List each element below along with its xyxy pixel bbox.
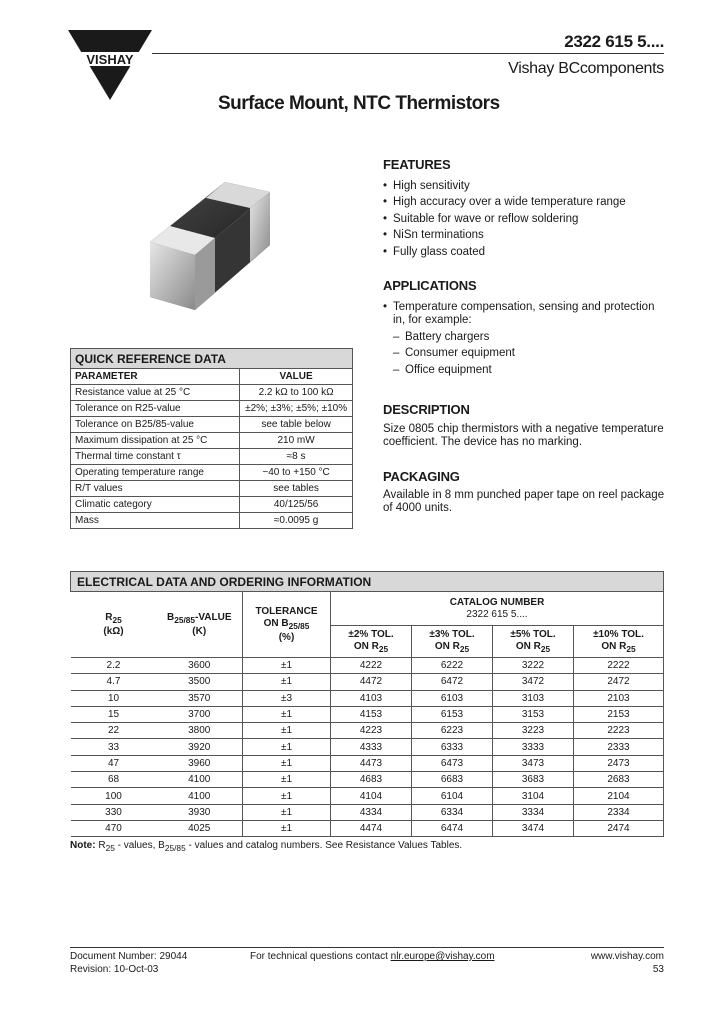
list-item: • High sensitivity — [383, 178, 668, 195]
col-tol-10: ±10% TOL. ON $R_{25}$ — [574, 626, 664, 658]
table-cell: 4104 — [331, 788, 412, 804]
list-item: • NiSn terminations — [383, 227, 668, 244]
table-cell: 3222 — [493, 658, 574, 674]
param-cell: Tolerance on B25/85-value — [71, 417, 240, 433]
param-cell: Resistance value at 25 °C — [71, 385, 240, 401]
value-cell: ±2%; ±3%; ±5%; ±10% — [240, 401, 353, 417]
electrical-data-table — [70, 571, 664, 837]
table-row — [71, 755, 664, 771]
param-cell: Maximum dissipation at 25 °C — [71, 433, 240, 449]
table-cell: 2222 — [574, 658, 664, 674]
table-cell: 3153 — [493, 706, 574, 722]
table-cell: 100 — [71, 788, 157, 804]
website-link[interactable]: www.vishay.com — [590, 951, 664, 962]
table-cell: 3473 — [493, 755, 574, 771]
list-item: – Office equipment — [393, 362, 668, 379]
param-cell: R/T values — [71, 481, 240, 497]
table-row — [71, 739, 664, 755]
features-section — [383, 157, 668, 260]
table-cell: 6473 — [412, 755, 493, 771]
revision: Revision: 10-Oct-03 — [70, 964, 159, 975]
quick-reference-table — [70, 348, 353, 529]
description-heading: DESCRIPTION — [383, 402, 470, 417]
table-cell: 6103 — [412, 690, 493, 706]
table-cell: 6104 — [412, 788, 493, 804]
table-row — [71, 513, 353, 529]
table-row — [71, 481, 353, 497]
table-cell: 3570 — [157, 690, 243, 706]
table-cell: ±1 — [243, 755, 331, 771]
table-cell: 2103 — [574, 690, 664, 706]
table-cell: 47 — [71, 755, 157, 771]
table-cell: 3333 — [493, 739, 574, 755]
applications-examples — [383, 329, 668, 379]
table-cell: 2474 — [574, 820, 664, 836]
chip-thermistor-image — [130, 170, 280, 320]
table-cell: 4683 — [331, 772, 412, 788]
table-cell: 6223 — [412, 723, 493, 739]
table-cell: 4334 — [331, 804, 412, 820]
table-cell: 3920 — [157, 739, 243, 755]
electrical-data-title: ELECTRICAL DATA AND ORDERING INFORMATION — [71, 572, 664, 592]
features-heading: FEATURES — [383, 157, 451, 172]
list-item: • Temperature compensation, sensing and protection in, for example: — [383, 299, 668, 327]
col-r25: $R_{25}$ (kΩ) — [71, 592, 157, 658]
table-cell: ±1 — [243, 658, 331, 674]
table-cell: 10 — [71, 690, 157, 706]
table-cell: 2104 — [574, 788, 664, 804]
value-cell: −40 to +150 °C — [240, 465, 353, 481]
table-cell: ±1 — [243, 788, 331, 804]
table-cell: 3500 — [157, 674, 243, 690]
table-cell: 33 — [71, 739, 157, 755]
footer-doc-info — [70, 950, 187, 976]
applications-section — [383, 278, 668, 378]
table-cell: 3223 — [493, 723, 574, 739]
header-rule — [152, 53, 664, 54]
document-title: Surface Mount, NTC Thermistors — [218, 93, 500, 114]
table-cell: 6472 — [412, 674, 493, 690]
table-cell: 2473 — [574, 755, 664, 771]
value-cell: see table below — [240, 417, 353, 433]
table-cell: 3930 — [157, 804, 243, 820]
table-cell: ±1 — [243, 804, 331, 820]
table-cell: ±1 — [243, 723, 331, 739]
quick-reference-title: QUICK REFERENCE DATA — [71, 349, 353, 369]
packaging-section — [383, 469, 668, 516]
table-cell: 6153 — [412, 706, 493, 722]
col-tolerance: TOLERANCE ON $B_{25/85}$ (%) — [243, 592, 331, 658]
table-note: Note: $R_{25}$ - values, $B_{25/85}$ - values and catalog numbers. See Resistance Values Tables. — [70, 840, 463, 853]
table-cell: 4474 — [331, 820, 412, 836]
contact-email-link[interactable]: nlr.europe@vishay.com — [390, 951, 495, 962]
table-cell: 3600 — [157, 658, 243, 674]
table-cell: ±1 — [243, 739, 331, 755]
col-value: VALUE — [240, 369, 353, 385]
table-cell: ±1 — [243, 772, 331, 788]
table-row — [71, 433, 353, 449]
table-cell: 4025 — [157, 820, 243, 836]
table-row — [71, 674, 664, 690]
table-cell: 6683 — [412, 772, 493, 788]
features-list — [383, 178, 668, 261]
table-cell: 6334 — [412, 804, 493, 820]
param-cell: Mass — [71, 513, 240, 529]
table-row — [71, 772, 664, 788]
list-item: – Consumer equipment — [393, 345, 668, 362]
table-cell: 330 — [71, 804, 157, 820]
table-cell: 3474 — [493, 820, 574, 836]
contact-lead: For technical questions contact — [250, 951, 391, 962]
table-cell: 3104 — [493, 788, 574, 804]
table-cell: 2333 — [574, 739, 664, 755]
param-cell: Climatic category — [71, 497, 240, 513]
list-item: – Battery chargers — [393, 329, 668, 346]
document-number: Document Number: 29044 — [70, 951, 188, 962]
table-cell: 4472 — [331, 674, 412, 690]
table-cell: 3683 — [493, 772, 574, 788]
table-cell: 2153 — [574, 706, 664, 722]
logo-text: VISHAY — [86, 52, 134, 67]
table-row — [71, 706, 664, 722]
table-cell: ±3 — [243, 690, 331, 706]
table-cell: 4100 — [157, 788, 243, 804]
table-cell: 2223 — [574, 723, 664, 739]
table-row — [71, 804, 664, 820]
param-cell: Thermal time constant τ — [71, 449, 240, 465]
table-row — [71, 658, 664, 674]
vishay-logo — [68, 30, 152, 100]
col-tol-5: ±5% TOL. ON $R_{25}$ — [493, 626, 574, 658]
col-tol-2: ±2% TOL. ON $R_{25}$ — [331, 626, 412, 658]
packaging-heading: PACKAGING — [383, 468, 460, 484]
table-cell: 3103 — [493, 690, 574, 706]
table-cell: 3700 — [157, 706, 243, 722]
value-cell: ≈8 s — [240, 449, 353, 465]
description-section — [383, 402, 668, 449]
packaging-text: Available in 8 mm punched paper tape on reel package of 4000 units. — [383, 489, 665, 514]
table-row — [71, 417, 353, 433]
table-row — [71, 449, 353, 465]
electrical-data-body — [71, 658, 664, 837]
table-cell: 4.7 — [71, 674, 157, 690]
table-cell: 2334 — [574, 804, 664, 820]
list-item: • High accuracy over a wide temperature range — [383, 194, 668, 211]
table-row — [71, 788, 664, 804]
applications-list — [383, 299, 668, 327]
table-cell: 3800 — [157, 723, 243, 739]
table-cell: 4222 — [331, 658, 412, 674]
table-cell: 3960 — [157, 755, 243, 771]
col-b-value: $B_{25/85}$-VALUE (K) — [157, 592, 243, 658]
table-cell: 4100 — [157, 772, 243, 788]
table-cell: 22 — [71, 723, 157, 739]
table-cell: ±1 — [243, 706, 331, 722]
list-item: • Suitable for wave or reflow soldering — [383, 211, 668, 228]
footer-rule — [70, 947, 664, 948]
value-cell: see tables — [240, 481, 353, 497]
param-cell: Operating temperature range — [71, 465, 240, 481]
table-cell: ±1 — [243, 674, 331, 690]
table-row — [71, 401, 353, 417]
part-number: 2322 615 5.... — [564, 32, 664, 51]
table-row — [71, 385, 353, 401]
table-cell: 4103 — [331, 690, 412, 706]
table-row — [71, 497, 353, 513]
table-cell: 470 — [71, 820, 157, 836]
table-cell: 4223 — [331, 723, 412, 739]
table-cell: 3334 — [493, 804, 574, 820]
table-cell: 2.2 — [71, 658, 157, 674]
footer-site-info — [591, 950, 664, 976]
table-cell: 2472 — [574, 674, 664, 690]
col-parameter: PARAMETER — [71, 369, 240, 385]
table-cell: ±1 — [243, 820, 331, 836]
table-cell: 3472 — [493, 674, 574, 690]
footer-contact — [250, 950, 495, 963]
table-row — [71, 690, 664, 706]
applications-heading: APPLICATIONS — [383, 278, 477, 293]
param-cell: Tolerance on R25-value — [71, 401, 240, 417]
table-cell: 4153 — [331, 706, 412, 722]
right-column — [383, 157, 668, 515]
list-item: • Fully glass coated — [383, 244, 668, 261]
table-cell: 2683 — [574, 772, 664, 788]
value-cell: 40/125/56 — [240, 497, 353, 513]
description-text: Size 0805 chip thermistors with a negative temperature coefficient. The device has no marking. — [383, 422, 664, 448]
col-tol-3: ±3% TOL. ON $R_{25}$ — [412, 626, 493, 658]
table-cell: 68 — [71, 772, 157, 788]
table-row — [71, 820, 664, 836]
table-cell: 4473 — [331, 755, 412, 771]
col-catalog-number: CATALOG NUMBER 2322 615 5.... — [331, 592, 664, 626]
page-number: 53 — [652, 964, 664, 975]
table-cell: 4333 — [331, 739, 412, 755]
table-cell: 6474 — [412, 820, 493, 836]
value-cell: ≈0.0095 g — [240, 513, 353, 529]
table-cell: 6222 — [412, 658, 493, 674]
table-cell: 6333 — [412, 739, 493, 755]
table-row — [71, 723, 664, 739]
value-cell: 210 mW — [240, 433, 353, 449]
table-cell: 15 — [71, 706, 157, 722]
company-name: Vishay BCcomponents — [508, 60, 664, 77]
value-cell: 2.2 kΩ to 100 kΩ — [240, 385, 353, 401]
table-row — [71, 465, 353, 481]
